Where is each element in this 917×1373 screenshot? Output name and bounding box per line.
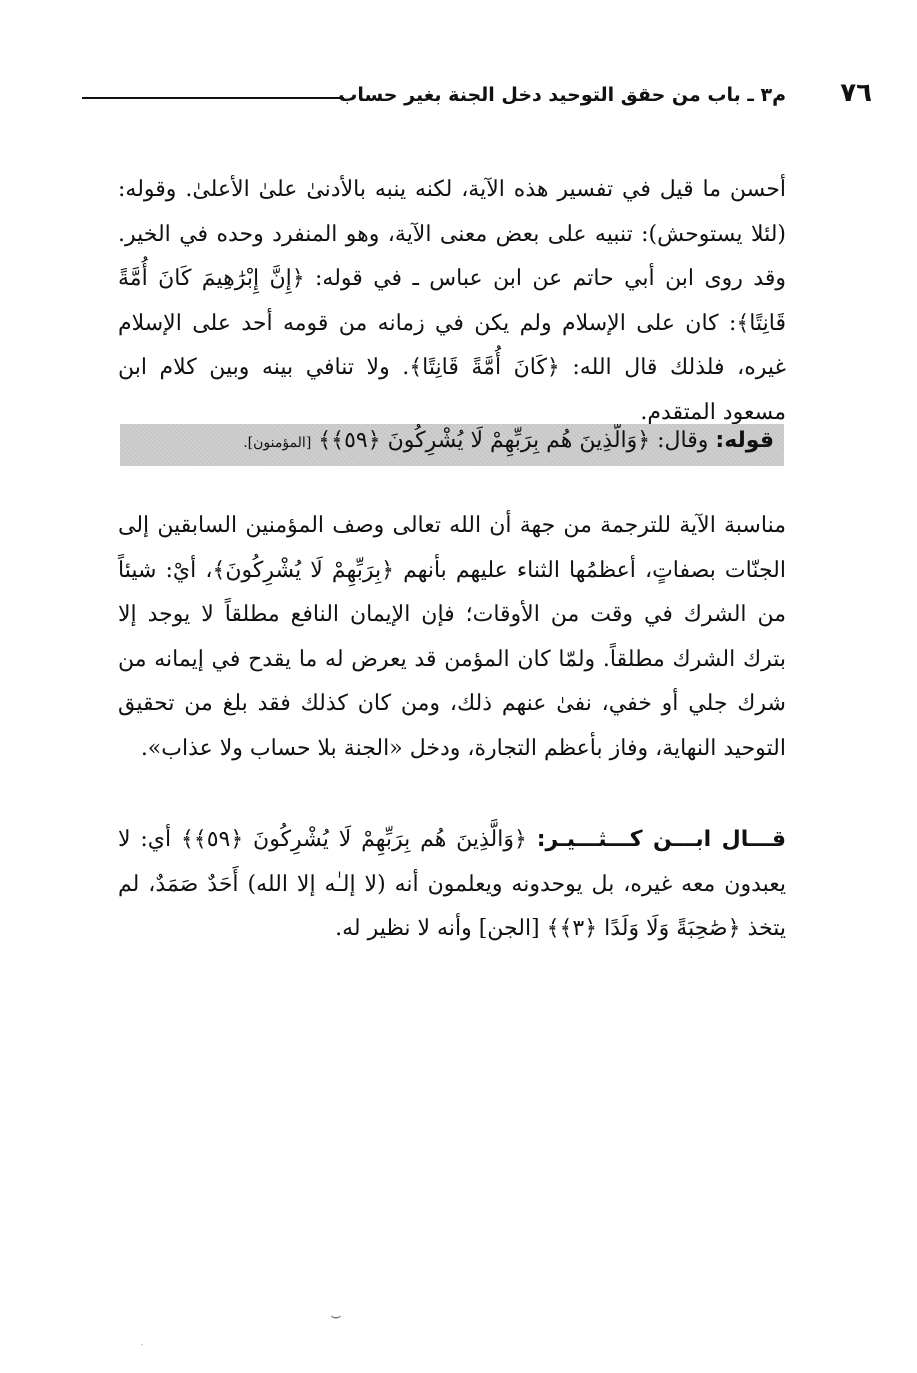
- chapter-title: م٣ ـ باب من حقق التوحيد دخل الجنة بغير حساب: [338, 84, 786, 106]
- paragraph-1: أحسن ما قيل في تفسير هذه الآية، لكنه ينبه بالأدنىٰ علىٰ الأعلىٰ. وقوله: (لئلا يستوحش): تنبيه على بعض معنى الآية، وهو المنفرد وحده في الخير. وقد روى ابن أبي حاتم عن ابن عباس ـ في قوله: ﴿إِنَّ إِبْرَٰهِيمَ كَانَ أُمَّةً قَانِتًا﴾: كان على الإسلام ولم يكن في زمانه من قومه أحد على الإسلام غيره، فلذلك قال الله: ﴿كَانَ أُمَّةً قَانِتًا﴾. ولا تنافي بينه وبين كلام ابن مسعود المتقدم.: [118, 177, 786, 425]
- paragraph-2: مناسبة الآية للترجمة من جهة أن الله تعالى وصف المؤمنين السابقين إلى الجنّات بصفاتٍ، أعظمُها الثناء عليهم بأنهم ﴿بِرَبِّهِمْ لَا يُشْرِكُونَ﴾، أيْ: شيئاً من الشرك في وقت من الأوقات؛ فإن الإيمان النافع مطلقاً لا يوجد إلا بترك الشرك مطلقاً. ولمّا كان المؤمن قد يعرض له ما يقدح في إيمانه من شرك جلي أو خفي، نفىٰ عنهم ذلك، ومن كان كذلك فقد بلغ من تحقيق التوحيد النهاية، وفاز بأعظم التجارة، ودخل «الجنة بلا حساب ولا عذاب».: [118, 513, 786, 761]
- heading-text: وقال: ﴿وَالَّذِينَ هُم بِرَبِّهِمْ لَا يُشْرِكُونَ ﴿٥٩﴾﴾: [318, 428, 709, 453]
- header-rule: [82, 97, 344, 99]
- running-header: [82, 78, 878, 118]
- heading-label: قوله:: [715, 428, 774, 453]
- paragraph-3-lead: قـــال ابـــن كـــثـــيـر:: [536, 827, 786, 852]
- heading-source: [المؤمنون].: [243, 435, 312, 451]
- paragraph-3: [118, 818, 786, 952]
- page-number: ٧٦: [840, 78, 872, 108]
- scan-mark: ⌣: [330, 1305, 342, 1326]
- paragraph-3-text: ﴿وَالَّذِينَ هُم بِرَبِّهِمْ لَا يُشْرِكُونَ ﴿٥٩﴾﴾ أي: لا يعبدون معه غيره، بل يوحدونه ويعلمون أنه (لا إلـٰه إلا الله) أَحَدٌ صَمَدٌ، لم يتخذ ﴿صَٰحِبَةً وَلَا وَلَدًا ﴿٣﴾﴾ [الجن] وأنه لا نظير له.: [118, 827, 786, 941]
- shaded-heading: [120, 424, 784, 466]
- scan-speck: ·: [140, 1338, 144, 1352]
